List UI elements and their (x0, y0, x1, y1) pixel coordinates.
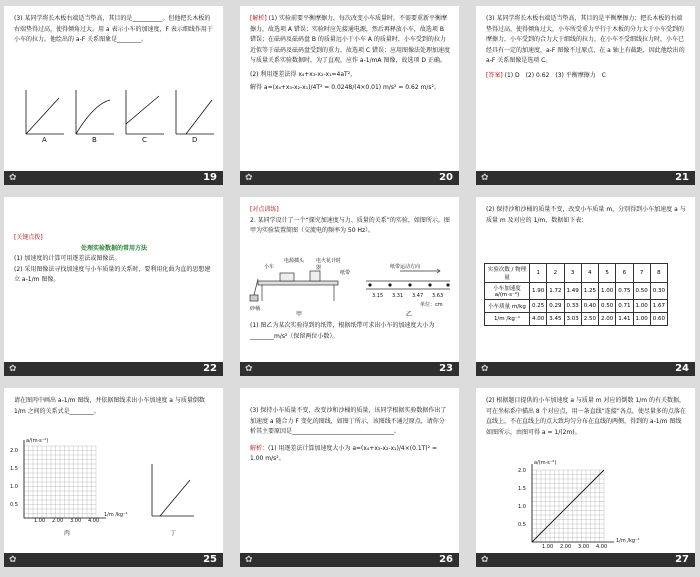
slide-footer (240, 553, 459, 567)
table-cell: 0.33 (564, 300, 581, 313)
x-tick: 2.00 (560, 544, 572, 550)
analysis-tag: [解析] (250, 15, 267, 22)
y-axis-label: a/(m·s⁻²) (26, 438, 49, 444)
y-tick: 1.0 (518, 504, 526, 510)
solution-text: (2) 根据题目提供的小车加速度 a 与质量 m 对应的倒数 1/m 的有关数据，可在坐标系中描出 8 个对应点，用一条直线“连接”各点，使尽量多的点落在直线上，不在直线上的点大致均匀分布在直线的两侧，得到的 a-1/m 图线如图所示，由图可得 a = 1/(2m)。 (486, 397, 686, 436)
x-tick: 4.00 (596, 544, 608, 550)
y-tick: 1.5 (10, 466, 18, 472)
analysis-text: [解析] (1) 实验前要平衡摩擦力，每次改变小车质量时，不需要重新平衡摩擦力，故选项 A 错误；实验时应先接通电源，然后再释放小车，故选项 B 错误；在砝码及砝码盘 B 的质量远小于小车 A 的质量时，小车受到的拉力近似等于砝码及砝码盘受到的重力，故选项 C 错误；应用图像法处理加速度与质量关系实验数据时，为了直观，应作 a-1/mA 图像，故选项 D 正确。 (250, 15, 451, 64)
question-text: (3) 某同学将长木板右端适当垫高，其目的是__________。但他把长木板的右端垫得过高，使得倾角过大。用 a 表示小车的加速度，F 表示细线作用于小车的拉力。他绘出的 a-F 关系图象是________。 (14, 15, 213, 43)
table-cell: 3.45 (547, 313, 564, 326)
slide-number: 26 (439, 554, 453, 565)
table-header-cell: 6 (616, 264, 633, 283)
x-tick: 3.00 (578, 544, 590, 550)
fig-label-jia: 甲 (296, 311, 303, 318)
y-tick: 2.0 (518, 468, 526, 474)
table-row (485, 300, 668, 313)
row-label: 小车质量 m/kg (485, 300, 530, 313)
slide-22[interactable] (4, 197, 223, 376)
label-bucket: 砂桶 (250, 306, 261, 312)
slide-footer (240, 171, 459, 185)
y-tick: 0.5 (10, 502, 18, 508)
key-point-heading: 处理实验数据的常用方法 (80, 244, 147, 252)
slide-icon[interactable]: ✿ (9, 173, 17, 183)
answer-line: [答案] (1) D (2) 0.62 (3) 平衡摩擦力 C (486, 71, 606, 79)
table-cell: 3.03 (564, 313, 581, 326)
table-header-cell: 4 (581, 264, 598, 283)
table-row (485, 283, 668, 300)
slide-27[interactable] (476, 388, 695, 567)
key-point-tag: [关键点拨] (14, 234, 43, 241)
table-cell: 0.50 (599, 300, 616, 313)
grid-labels (476, 388, 695, 567)
slide-number: 21 (675, 172, 689, 183)
table-cell: 1.00 (633, 300, 650, 313)
x-tick: 1.00 (542, 544, 554, 550)
table-cell: 1.90 (530, 283, 547, 300)
table-header-cell: 8 (650, 264, 667, 283)
table-cell: 0.30 (650, 283, 667, 300)
slide-icon[interactable]: ✿ (9, 364, 17, 374)
table-cell: 0.75 (616, 283, 633, 300)
table-cell: 0.50 (633, 283, 650, 300)
choice-a[interactable]: A (42, 136, 47, 144)
table-cell: 1.00 (633, 313, 650, 326)
slide-icon[interactable]: ✿ (481, 555, 489, 565)
table-cell: 0.25 (530, 300, 547, 313)
x-axis-label: 1/m /kg⁻¹ (104, 512, 128, 518)
table-intro: (2) 保持沙和沙桶的质量不变，改变小车质量 m，分别得到小车加速度 a 与质量 m 及对应的 1/m，数据如下表： (486, 206, 686, 224)
slide-footer (4, 171, 223, 185)
slide-19[interactable] (4, 6, 223, 185)
table-header-cell: 1 (530, 264, 547, 283)
slide-24[interactable] (476, 197, 695, 376)
table-cell: 0.71 (616, 300, 633, 313)
slide-footer (476, 362, 695, 376)
table-cell: 1.72 (547, 283, 564, 300)
tape-d3: 3.47 (412, 293, 424, 299)
table-header-cell: 2 (547, 264, 564, 283)
slide-number: 20 (439, 172, 453, 183)
slide-26[interactable] (240, 388, 459, 567)
slide-number: 27 (675, 554, 689, 565)
slide-number: 23 (439, 363, 453, 374)
x-tick: 2.00 (52, 518, 64, 524)
slide-number: 22 (203, 363, 217, 374)
answer-tag: [答案] (486, 71, 503, 79)
slide-21[interactable] (476, 6, 695, 185)
grid-labels (4, 388, 223, 567)
fig-label-ding: 丁 (170, 530, 177, 537)
table-cell: 2.00 (599, 313, 616, 326)
analysis-step2: (2) 利用逐差法得 x₄+x₃-x₂-x₁=4aT²， (250, 70, 357, 78)
tape-unit: 单位：cm (420, 302, 443, 308)
table-header-row (485, 264, 668, 283)
solution-tag: 解析： (250, 444, 269, 452)
table-cell: 0.40 (581, 300, 598, 313)
table-row (485, 313, 668, 326)
table-header-cell: 5 (599, 264, 616, 283)
practice-subquestion: (1) 图乙为某次实验得到的纸带，根据纸带可求出小车的加速度大小为________m/s²（保留两位小数）。 (250, 322, 435, 340)
key-point-1: (1) 加速度的计算可用逐差法或图像法。 (14, 255, 121, 262)
slide-icon[interactable]: ✿ (9, 555, 17, 565)
table-cell: 1.67 (650, 300, 667, 313)
table-cell: 1.25 (581, 283, 598, 300)
slide-icon[interactable]: ✿ (481, 364, 489, 374)
apparatus-labels (240, 197, 459, 376)
table-cell: 0.29 (547, 300, 564, 313)
choice-d[interactable]: D (192, 136, 198, 144)
slide-icon[interactable]: ✿ (245, 364, 253, 374)
data-table (484, 263, 668, 326)
x-axis-label: 1/m /kg⁻¹ (616, 538, 640, 544)
question-text: (3) 保持小车质量不变，改变沙和沙桶的质量，该同学根据实验数据作出了加速度 a 随合力 F 变化的图线，如图丁所示，该图线不通过原点，请你分析其主要原因是__________________________________。 (250, 407, 447, 435)
slide-icon[interactable]: ✿ (245, 555, 253, 565)
fig-label-yi: 乙 (406, 311, 413, 318)
slide-number: 25 (203, 554, 217, 565)
slide-footer (240, 362, 459, 376)
row-label: 小车加速度 a/(m·s⁻²) (485, 283, 530, 300)
analysis-step3: 解得 a=(x₄+x₃-x₂-x₁)/4T² = 0.0248/(4×0.01) m/s² = 0.62 m/s²。 (250, 84, 440, 91)
label-plug: 电源插头 (284, 258, 305, 264)
table-cell: 0.60 (650, 313, 667, 326)
x-tick: 4.00 (88, 518, 100, 524)
slide-footer (4, 553, 223, 567)
y-axis-label: a/(m·s⁻²) (534, 460, 557, 466)
y-tick: 2.0 (10, 448, 18, 454)
slide-footer (476, 171, 695, 185)
slide-25[interactable] (4, 388, 223, 567)
answer-text: (3) 某同学将长木板右端适当垫高，其目的是平衡摩擦力；把长木板的右端垫得过高，使得倾角过大，小车所受重力平行于木板的分力大于小车受到的摩擦力，小车受到的合力大于细线的拉力，在小车不受细线拉力时，小车已经具有一定的加速度，a-F 图像不过原点，在 a 轴上有截距，因此他绘出的 a-F 关系图像是选项 C。 (486, 15, 685, 64)
choice-c[interactable]: C (142, 136, 147, 144)
table-cell: 1.00 (599, 283, 616, 300)
slide-number: 24 (675, 363, 689, 374)
label-car: 小车 (264, 264, 275, 270)
key-point-2: (2) 采用图像法寻找加速度与小车质量的关系时，要利用化曲为直的思想建立 a-1/m 图像。 (14, 265, 211, 283)
label-timer: 电火花计时器 (316, 258, 342, 271)
label-direction: 纸带运动方向 (390, 264, 421, 270)
practice-question: 2. 某同学设计了一个“探究加速度与力、质量的关系”的实验，如图所示。图甲为实验装置简图（交流电的频率为 50 Hz）。 (250, 216, 450, 234)
slide-number: 19 (203, 172, 217, 183)
table-header-cell: 实验次数 / 物理量 (485, 264, 530, 283)
tape-d2: 3.31 (392, 293, 404, 299)
label-tape: 纸带 (340, 270, 351, 276)
af-graphs (4, 84, 223, 154)
slide-20[interactable] (240, 6, 459, 185)
slide-icon[interactable]: ✿ (245, 173, 253, 183)
y-tick: 1.5 (518, 486, 526, 492)
tape-d1: 3.15 (372, 293, 384, 299)
choice-b[interactable]: B (92, 136, 97, 144)
table-cell: 1.49 (564, 283, 581, 300)
slide-footer (476, 553, 695, 567)
y-tick: 1.0 (10, 484, 18, 490)
slide-icon[interactable]: ✿ (481, 173, 489, 183)
slide-footer (4, 362, 223, 376)
table-cell: 2.50 (581, 313, 598, 326)
practice-tag: [对点训练] (250, 206, 279, 213)
row-label: 1/m /kg⁻¹ (485, 313, 530, 326)
slide-23[interactable] (240, 197, 459, 376)
tape-d4: 3.63 (432, 293, 444, 299)
table-cell: 4.00 (530, 313, 547, 326)
plot-question: 请在图丙中画出 a-1/m 图线，并依据图线求出小车加速度 a 与质量倒数 1/m 之间的关系式是________。 (14, 397, 205, 415)
fig-label-bing: 丙 (64, 530, 71, 537)
x-tick: 3.00 (70, 518, 82, 524)
x-tick: 1.00 (34, 518, 46, 524)
y-tick: 0.5 (518, 522, 526, 528)
table-cell: 1.41 (616, 313, 633, 326)
table-header-cell: 7 (633, 264, 650, 283)
solution-line: 解析：(1) 用逐差法计算加速度大小为 a=(x₄+x₃-x₂-x₁)/4×(0.1T)² = 1.00 m/s²。 (250, 444, 437, 462)
table-header-cell: 3 (564, 264, 581, 283)
